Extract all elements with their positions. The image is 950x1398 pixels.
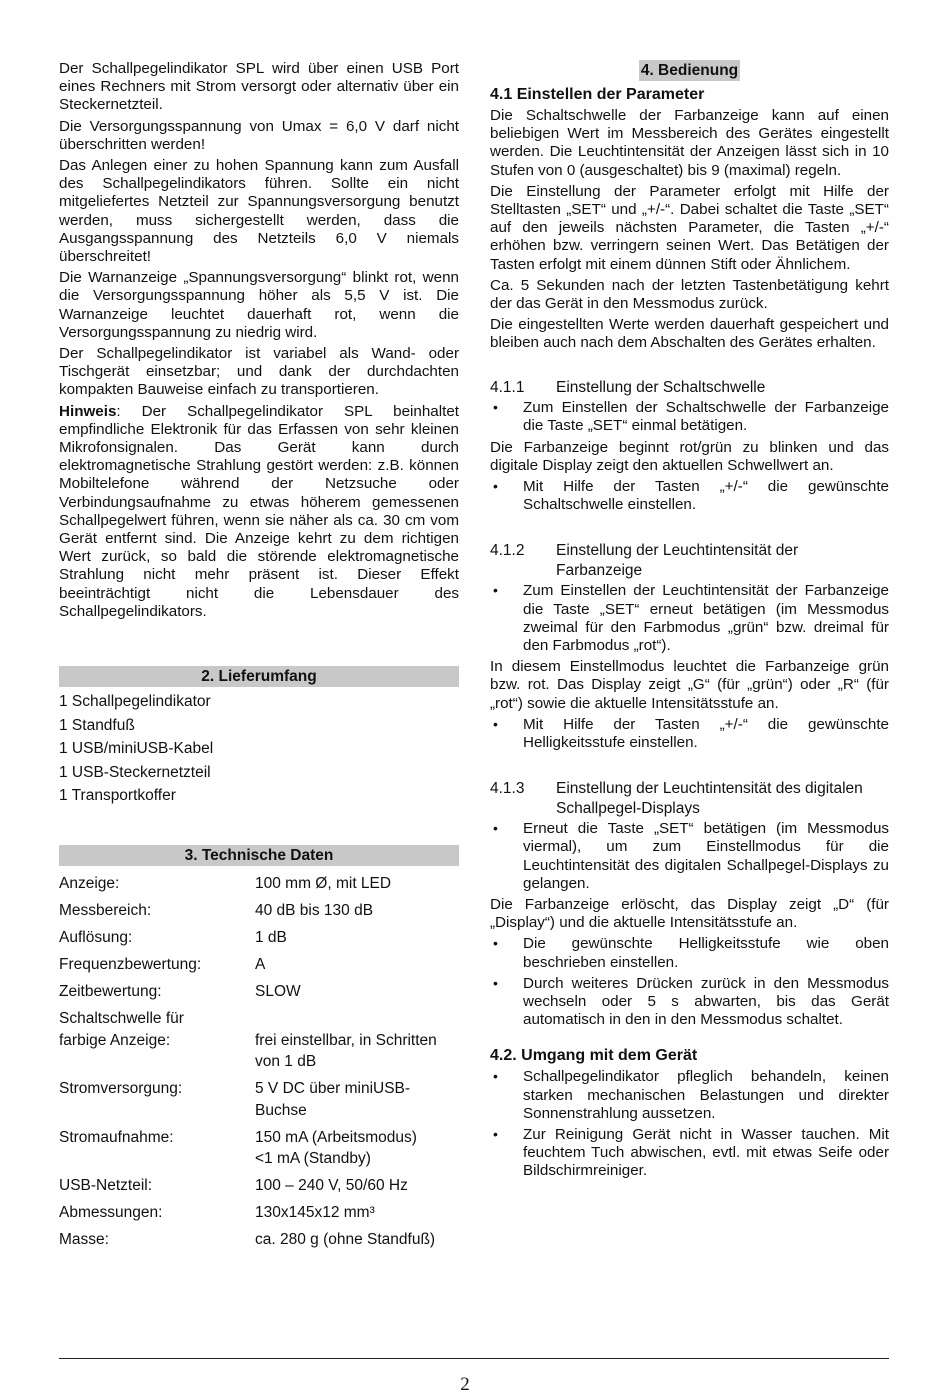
section-2-heading: 2. Lieferumfang xyxy=(59,666,459,687)
subsection-title: Einstellung der Leuchtintensität des digitalen Schallpegel-Displays xyxy=(556,780,863,817)
tech-data-table xyxy=(59,873,459,1251)
tech-label: Anzeige: xyxy=(59,875,120,893)
footer-divider xyxy=(59,1358,889,1359)
bullet-text: • Zur Reinigung Gerät nicht in Wasser tauchen. Mit feuchtem Tuch abwischen, evtl. mit etwas Seife oder Bildschirmreiniger. xyxy=(523,1126,889,1180)
tech-row xyxy=(59,1202,459,1224)
bullet-item xyxy=(490,820,889,893)
bullet-item xyxy=(490,478,889,514)
tech-value: 1 dB xyxy=(255,929,287,947)
section-3-heading: 3. Technische Daten xyxy=(59,845,459,866)
bullet-item xyxy=(490,1068,889,1123)
tech-value: 100 mm Ø, mit LED xyxy=(255,875,392,893)
right-column xyxy=(490,60,889,1184)
paragraph: Die Farbanzeige beginnt rot/grün zu blinken und das digitale Display zeigt den aktuellen Schwellwert an. xyxy=(490,438,889,474)
list-item: 1 Standfuß xyxy=(59,716,135,734)
paragraph: Ca. 5 Sekunden nach der letzten Tastenbetätigung kehrt der das Gerät in den Messmodus zurück. xyxy=(490,276,889,313)
paragraph: In diesem Einstellmodus leuchtet die Farbanzeige grün bzw. rot. Das Display zeigt „G“ (für „grün“) oder „R“ (für „rot“) sowie die aktuelle Intensitätsstufe an. xyxy=(490,658,889,712)
subsection-4-1-3-heading xyxy=(490,779,889,818)
tech-row xyxy=(59,1229,459,1251)
subsection-number: 4.1.3 xyxy=(490,780,525,798)
hint-text: : Der Schallpegelindikator SPL beinhaltet empfindliche Elektronik für das Erfassen von sehr kleinen Mikrofonsignalen. Das Gerät kann durch elektromagnetische Strahlung gestört werden: z.B. können Mobiltelefone während der Netzsuche oder Verbindungsaufnahme zu etwas höherem gemessenen Schallpegelwert führen, wenn sie näher als ca. 30 cm vom Gerät entfernt sind. Die Anzeige kehrt zu dem richtigen Wert zurück, so bald die störende elektromagnetische Strahlung nicht mehr präsent ist. Dieser Effekt beeinträchtigt nicht die Lebensdauer des Schallpegelindikators. xyxy=(59,402,459,620)
list-item: 1 Schallpegelindikator xyxy=(59,693,211,711)
tech-value: 40 dB bis 130 dB xyxy=(255,902,374,920)
tech-label: Stromversorgung: xyxy=(59,1080,183,1098)
intro-paragraph: Die Warnanzeige „Spannungsversorgung“ blinkt rot, wenn die Versorgungsspannung höher als 5,5 V ist. Die Warnanzeige leuchtet dauerhaft rot, wenn die Versorgungsspannung zu niedrig wird. xyxy=(59,269,459,341)
section-4-1-heading: 4.1 Einstellen der Parameter xyxy=(490,86,705,103)
bullet-item xyxy=(490,975,889,1030)
tech-row xyxy=(59,954,459,976)
bullet-text: • Durch weiteres Drücken zurück in den Messmodus wechseln oder 5 s abwarten, bis das Gerät automatisch in den in den Messmodus schaltet. xyxy=(523,974,889,1029)
paragraph: Die Einstellung der Parameter erfolgt mit Hilfe der Stelltasten „SET“ und „+/-“. Dabei schaltet die Taste „SET“ auf den jeweils nächsten Parameter, die Tasten „+/-“ erhöhen bzw. verringern seinen Wert. Das Betätigen der Tasten erfolgt mit einem dünnen Stift oder Ähnlichem. xyxy=(490,182,889,273)
tech-row xyxy=(59,1175,459,1197)
tech-row xyxy=(59,927,459,949)
delivery-list xyxy=(59,690,459,808)
subsection-number: 4.1.2 xyxy=(490,542,525,560)
paragraph: Die eingestellten Werte werden dauerhaft gespeichert und bleiben auch nach dem Abschalten des Gerätes erhalten. xyxy=(490,316,889,352)
intro-paragraph: Die Versorgungsspannung von Umax = 6,0 V darf nicht überschritten werden! xyxy=(59,117,459,153)
intro-paragraph: Das Anlegen einer zu hohen Spannung kann zum Ausfall des Schallpegelindikators führen. Sollte ein nicht mitgeliefertes Netzteil zur Spannungsversorgung benutzt werden, muss sichergestellt werden, dass die Ausgangsspannung des Netzteils 6,0 V niemals überschreitet! xyxy=(59,157,459,266)
bullet-text: • Mit Hilfe der Tasten „+/-“ die gewünschte Helligkeitsstufe einstellen. xyxy=(523,715,889,751)
tech-value: 100 – 240 V, 50/60 Hz xyxy=(255,1177,408,1195)
intro-paragraph: Der Schallpegelindikator SPL wird über einen USB Port eines Rechners mit Strom versorgt oder alternativ über ein Steckernetzteil. xyxy=(59,60,459,114)
bullet-text: • Erneut die Taste „SET“ betätigen (im Messmodus viermal), um zum Einstellmodus für die Leuchtintensität des digitalen Schallpegel-Displays zu gelangen. xyxy=(523,820,889,892)
subsection-title: Einstellung der Leuchtintensität der Farbanzeige xyxy=(556,542,799,579)
tech-value: ca. 280 g (ohne Standfuß) xyxy=(255,1231,436,1249)
tech-row xyxy=(59,873,459,895)
paragraph: Die Schaltschwelle der Farbanzeige kann auf einen beliebigen Wert im Messbereich des Gerätes eingestellt werden. Die Leuchtintensität der Anzeigen lässt sich in 10 Stufen von 0 (ausgeschaltet) bis 9 (maximal) regeln. xyxy=(490,107,889,179)
section-4-heading: 4. Bedienung xyxy=(640,62,739,79)
bullet-text: • Zum Einstellen der Leuchtintensität der Farbanzeige die Taste „SET“ erneut betätigen (im Messmodus zweimal für den Farbmodus „grün“ bzw. dreimal für den Farbmodus „rot“). xyxy=(523,582,889,654)
tech-row xyxy=(59,1127,459,1170)
tech-value: 5 V DC über miniUSB-Buchse xyxy=(255,1080,411,1119)
tech-value: A xyxy=(255,956,266,974)
bullet-item xyxy=(490,1126,889,1181)
bullet-text: • Die gewünschte Helligkeitsstufe wie oben beschrieben einstellen. xyxy=(523,935,889,971)
paragraph: Die Farbanzeige erlöscht, das Display zeigt „D“ (für „Display“) und die aktuelle Intensitätsstufe an. xyxy=(490,896,889,932)
page-number: 2 xyxy=(460,1374,470,1395)
tech-label: Auflösung: xyxy=(59,929,133,947)
tech-label: USB-Netzteil: xyxy=(59,1177,153,1195)
section-4-2-heading: 4.2. Umgang mit dem Gerät xyxy=(490,1047,698,1065)
list-item: 1 Transportkoffer xyxy=(59,787,176,805)
subsection-4-1-1-heading xyxy=(490,378,889,398)
bullet-item xyxy=(490,935,889,971)
bullet-text: • Schallpegelindikator pfleglich behandeln, keinen starken mechanischen Belastungen und direkter Sonnenstrahlung aussetzen. xyxy=(523,1068,889,1122)
tech-label: Frequenzbewertung: xyxy=(59,956,202,974)
tech-value: frei einstellbar, in Schritten von 1 dB xyxy=(255,1031,437,1071)
tech-row xyxy=(59,900,459,922)
bullet-item xyxy=(490,582,889,655)
list-item: 1 USB-Steckernetzteil xyxy=(59,763,211,781)
tech-label: Stromaufnahme: xyxy=(59,1128,174,1146)
hint-label: Hinweis xyxy=(59,402,117,420)
tech-label: Messbereich: xyxy=(59,902,152,920)
tech-row xyxy=(59,981,459,1003)
tech-label: Schaltschwelle für farbige Anzeige: xyxy=(59,1010,184,1049)
bullet-text: • Zum Einstellen der Schaltschwelle der Farbanzeige die Taste „SET“ einmal betätigen. xyxy=(523,399,889,435)
left-column xyxy=(59,60,459,1256)
tech-row xyxy=(59,1008,459,1073)
tech-row xyxy=(59,1078,459,1121)
subsection-4-1-2-heading xyxy=(490,541,889,580)
list-item: 1 USB/miniUSB-Kabel xyxy=(59,740,214,758)
subsection-title: Einstellung der Schaltschwelle xyxy=(556,378,766,396)
bullet-item xyxy=(490,399,889,435)
tech-value: 130x145x12 mm³ xyxy=(255,1204,375,1222)
tech-label: Masse: xyxy=(59,1231,109,1249)
intro-paragraph: Der Schallpegelindikator ist variabel als Wand- oder Tischgerät einsetzbar; und dank der durchdachten kompakten Bauweise einfach zu transportieren. xyxy=(59,345,459,399)
tech-label: Zeitbewertung: xyxy=(59,983,162,1001)
tech-value: 150 mA (Arbeitsmodus) <1 mA (Standby) xyxy=(255,1128,417,1168)
bullet-text: • Mit Hilfe der Tasten „+/-“ die gewünschte Schaltschwelle einstellen. xyxy=(523,477,889,514)
bullet-item xyxy=(490,716,889,752)
tech-label: Abmessungen: xyxy=(59,1204,163,1222)
tech-value: SLOW xyxy=(255,983,301,1001)
hint-paragraph xyxy=(59,403,459,621)
subsection-number: 4.1.1 xyxy=(490,378,525,396)
